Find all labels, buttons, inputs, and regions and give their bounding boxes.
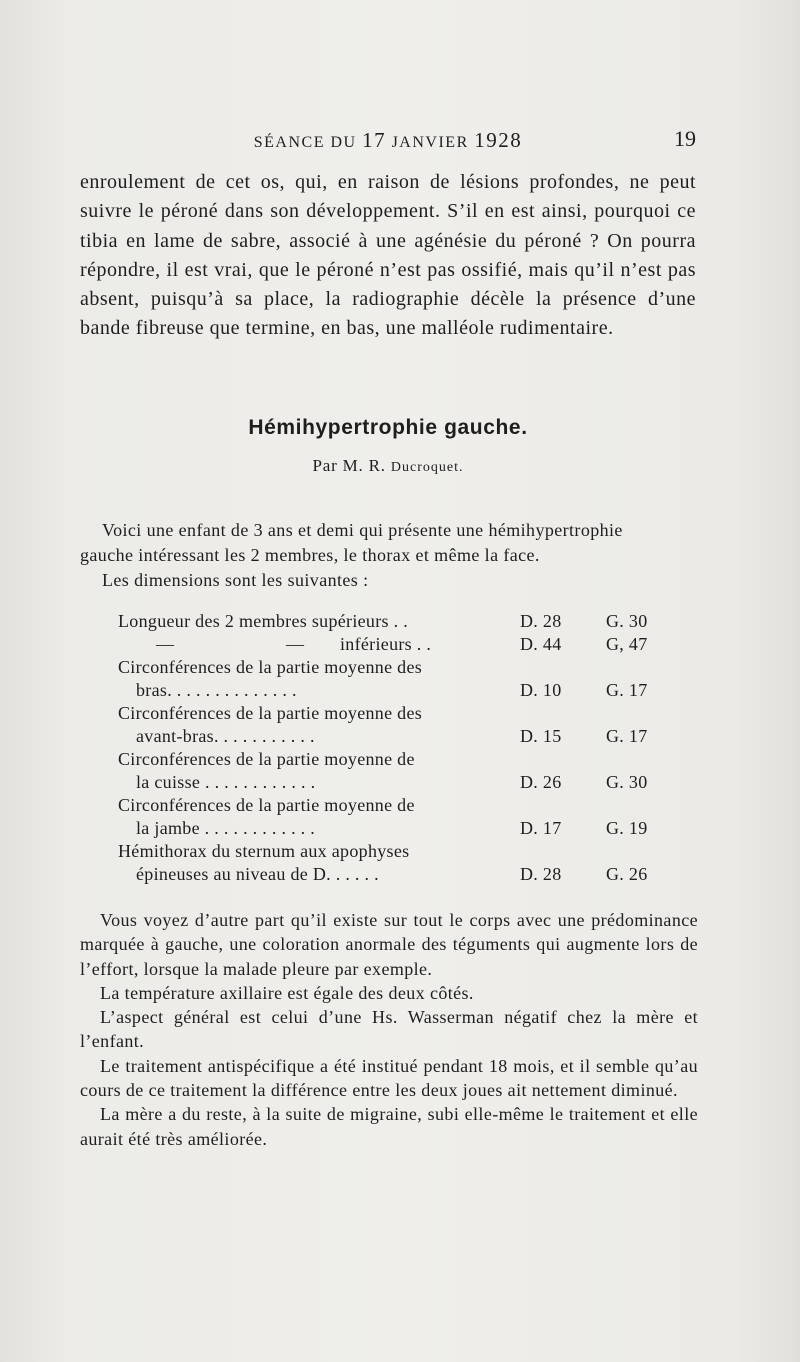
intro-paragraph bbox=[80, 518, 700, 593]
page-number: 19 bbox=[674, 126, 696, 151]
running-header bbox=[80, 124, 696, 156]
row-label: inférieurs . . bbox=[340, 634, 432, 654]
title-day: 17 bbox=[362, 128, 387, 152]
row-label: Circonférences de la partie moyenne des bbox=[118, 657, 423, 677]
table-row bbox=[118, 863, 666, 886]
table-row-label bbox=[118, 794, 666, 817]
right-value: D. 26 bbox=[520, 772, 562, 792]
paragraph: La température axillaire est égale des deux côtés. bbox=[100, 982, 474, 1003]
row-label-cont: la cuisse . . . . . . . . . . . . bbox=[136, 772, 316, 792]
ditto-dash: — bbox=[156, 634, 175, 654]
ditto-dash: — bbox=[286, 634, 305, 654]
title-prefix: SÉANCE DU bbox=[253, 134, 363, 151]
left-value: G. 19 bbox=[606, 818, 648, 838]
left-value: G. 26 bbox=[606, 864, 648, 884]
title-month: JANVIER bbox=[386, 134, 475, 151]
paragraph-continued: enroulement de cet os, qui, en raison de lésions profondes, ne peut suivre le péroné dans son développement. S’il en est ainsi, pourquoi ce tibia en lame de sabre, associé à une agénésie du péroné ? On pourra répondre, il est vrai, que le péroné n’est pas ossifié, mais qu’il n’est pas absent, puisqu’à sa place, la radiographie décèle la présence d’une bande fibreuse que termine, en bas, une malléole rudimentaire. bbox=[80, 171, 696, 340]
measurements-table bbox=[118, 610, 666, 886]
row-label-cont: la jambe . . . . . . . . . . . . bbox=[136, 818, 316, 838]
intro-line: Les dimensions sont les suivantes : bbox=[102, 570, 369, 590]
table-row-label bbox=[118, 840, 666, 863]
table-row-label bbox=[118, 656, 666, 679]
table-row bbox=[118, 679, 666, 702]
row-label-cont: avant-bras. . . . . . . . . . . bbox=[136, 726, 315, 746]
left-value: G. 30 bbox=[606, 772, 648, 792]
table-row bbox=[118, 633, 666, 656]
running-title bbox=[80, 128, 696, 153]
left-value: G, 47 bbox=[606, 634, 648, 654]
table-row bbox=[118, 610, 666, 633]
row-label: Circonférences de la partie moyenne de bbox=[118, 749, 415, 769]
table-row-label bbox=[118, 748, 666, 771]
right-value: D. 17 bbox=[520, 818, 562, 838]
paragraph: Le traitement antispécifique a été institué pendant 18 mois, et il semble qu’au cours de ce traitement la différence entre les deux joues ait nettement diminué. bbox=[80, 1055, 698, 1101]
table-row bbox=[118, 817, 666, 840]
right-value: D. 28 bbox=[520, 611, 562, 631]
table-row bbox=[118, 725, 666, 748]
paragraph: Vous voyez d’autre part qu’il existe sur tout le corps avec une prédominance marquée à gauche, une coloration anormale des téguments qui augmente lors de l’effort, lorsque la malade pleure par exemple. bbox=[80, 910, 698, 979]
row-label-cont: bras. . . . . . . . . . . . . . bbox=[136, 680, 297, 700]
title-year: 1928 bbox=[474, 128, 523, 152]
byline-prefix: Par M. R. bbox=[312, 456, 391, 475]
left-value: G. 17 bbox=[606, 680, 648, 700]
row-label-cont: épineuses au niveau de D. . . . . . bbox=[136, 864, 379, 884]
right-value: D. 44 bbox=[520, 634, 562, 654]
intro-line: gauche intéressant les 2 membres, le thorax et même la face. bbox=[80, 545, 540, 565]
row-label: Longueur des 2 membres supérieurs . . bbox=[118, 611, 409, 631]
right-value: D. 28 bbox=[520, 864, 562, 884]
row-label: Circonférences de la partie moyenne des bbox=[118, 703, 423, 723]
row-label: Hémithorax du sternum aux apophyses bbox=[118, 841, 410, 861]
right-value: D. 10 bbox=[520, 680, 562, 700]
row-label: Circonférences de la partie moyenne de bbox=[118, 795, 415, 815]
left-value: G. 30 bbox=[606, 611, 648, 631]
paragraph: La mère a du reste, à la suite de migraine, subi elle-même le traitement et elle aurait été très améliorée. bbox=[80, 1104, 698, 1149]
body-text bbox=[80, 908, 698, 1151]
byline-author: Ducroquet. bbox=[390, 460, 464, 475]
intro-line: Voici une enfant de 3 ans et demi qui présente une hémihypertrophie bbox=[102, 520, 623, 540]
table-row bbox=[118, 771, 666, 794]
left-value: G. 17 bbox=[606, 726, 648, 746]
table-row-label bbox=[118, 702, 666, 725]
byline bbox=[80, 456, 696, 476]
article-title: Hémihypertrophie gauche. bbox=[248, 416, 528, 439]
paragraph: L’aspect général est celui d’une Hs. Wasserman négatif chez la mère et l’enfant. bbox=[80, 1007, 698, 1052]
right-value: D. 15 bbox=[520, 726, 562, 746]
